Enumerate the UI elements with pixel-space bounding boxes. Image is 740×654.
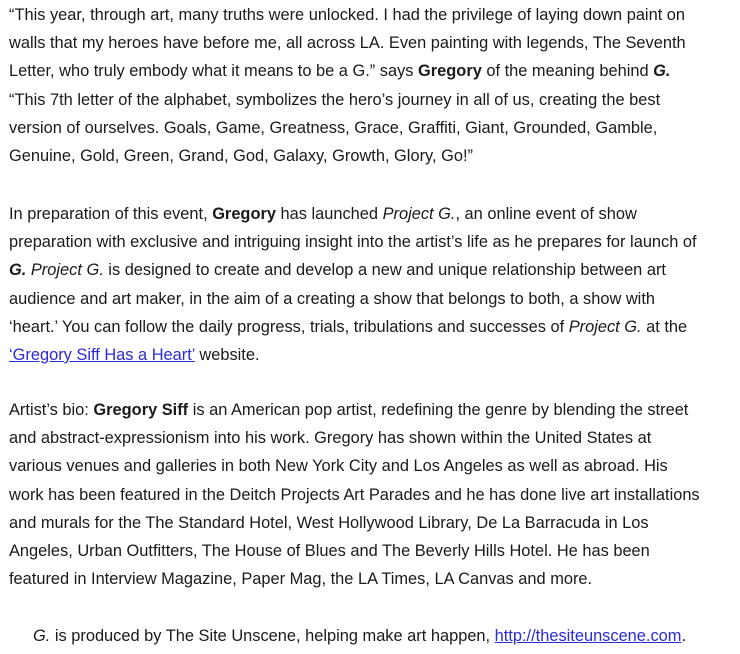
text-line: various venues and galleries in both New York City and Los Angeles as well as abroad. His — [9, 457, 668, 476]
artist-full-name: Gregory Siff — [93, 401, 189, 419]
show-title: G. — [9, 261, 27, 280]
text-line: G. is produced by The Site Unscene, helping make art happen, http://thesiteunscene.com. — [33, 627, 686, 645]
text-line: walls that my heroes have before me, all across LA. Even painting with legends, The Seventh — [9, 34, 686, 53]
text-run: is designed to create and develop a new and unique relationship between art — [103, 261, 666, 280]
text-line — [9, 396, 737, 424]
project-title: Project G. — [30, 261, 104, 280]
text-line: preparation with exclusive and intriguing insight into the artist’s life as he prepares for launch of — [9, 233, 697, 252]
text-line: “This 7th letter of the alphabet, symbolizes the hero’s journey in all of us, creating the best — [9, 90, 661, 109]
site-unscene-link[interactable]: http://thesiteunscene.com — [494, 627, 682, 645]
text-run: is an American pop artist, redefining the genre by blending the street — [188, 401, 689, 419]
text-line: featured in Interview Magazine, Paper Mag, the LA Times, LA Canvas and more. — [9, 570, 593, 589]
text-line: audience and art maker, in the aim of a creating a show that belongs to both, a show with — [9, 289, 655, 308]
text-run: In preparation of this event, — [9, 205, 213, 223]
text-line: and abstract-expressionism into his work. Gregory has shown within the United States at — [9, 429, 652, 448]
text-run: ‘heart.’ You can follow the daily progress, trials, tribulations and successes of — [9, 317, 569, 336]
text-run: Letter, who truly embody what it means to be a G.” says — [9, 62, 419, 81]
text-run: at the — [641, 317, 688, 336]
text-run: website. — [194, 346, 260, 365]
text-run: , an online event of show — [455, 205, 637, 223]
text-line: Genuine, Gold, Green, Grand, God, Galaxy, Growth, Glory, Go!” — [9, 147, 473, 166]
bio-paragraph — [9, 396, 737, 593]
text-run: of the meaning behind — [481, 62, 654, 81]
text-line — [9, 313, 737, 341]
text-line: Angeles, Urban Outfitters, The House of Blues and The Beverly Hills Hotel. He has been — [9, 542, 650, 561]
text-line: “This year, through art, many truths were unlocked. I had the privilege of laying down paint on — [9, 6, 686, 24]
text-run: Artist’s bio: — [9, 401, 94, 419]
text-run: is produced by The Site Unscene, helping make art happen, — [50, 627, 495, 645]
project-title: Project G. — [568, 317, 642, 336]
show-title: G. — [653, 62, 671, 81]
text-line: work has been featured in the Deitch Projects Art Parades and he has done live art installations — [9, 485, 700, 504]
heart-website-link[interactable]: ‘Gregory Siff Has a Heart’ — [9, 346, 195, 365]
project-paragraph — [9, 200, 737, 369]
show-title: G. — [33, 627, 51, 645]
text-line: and murals for the The Standard Hotel, West Hollywood Library, De La Barracuda in Los — [9, 513, 649, 532]
artist-name: Gregory — [418, 62, 482, 81]
credit-line — [33, 622, 740, 650]
text-line — [9, 256, 737, 284]
text-line — [9, 200, 737, 228]
project-title: Project G. — [382, 205, 456, 223]
text-line — [9, 57, 737, 85]
quote-paragraph — [9, 1, 737, 170]
text-run: has launched — [275, 205, 383, 223]
text-line: version of ourselves. Goals, Game, Greatness, Grace, Graffiti, Giant, Grounded, Gamble, — [9, 118, 658, 137]
artist-name: Gregory — [212, 205, 276, 223]
text-line — [9, 341, 737, 369]
